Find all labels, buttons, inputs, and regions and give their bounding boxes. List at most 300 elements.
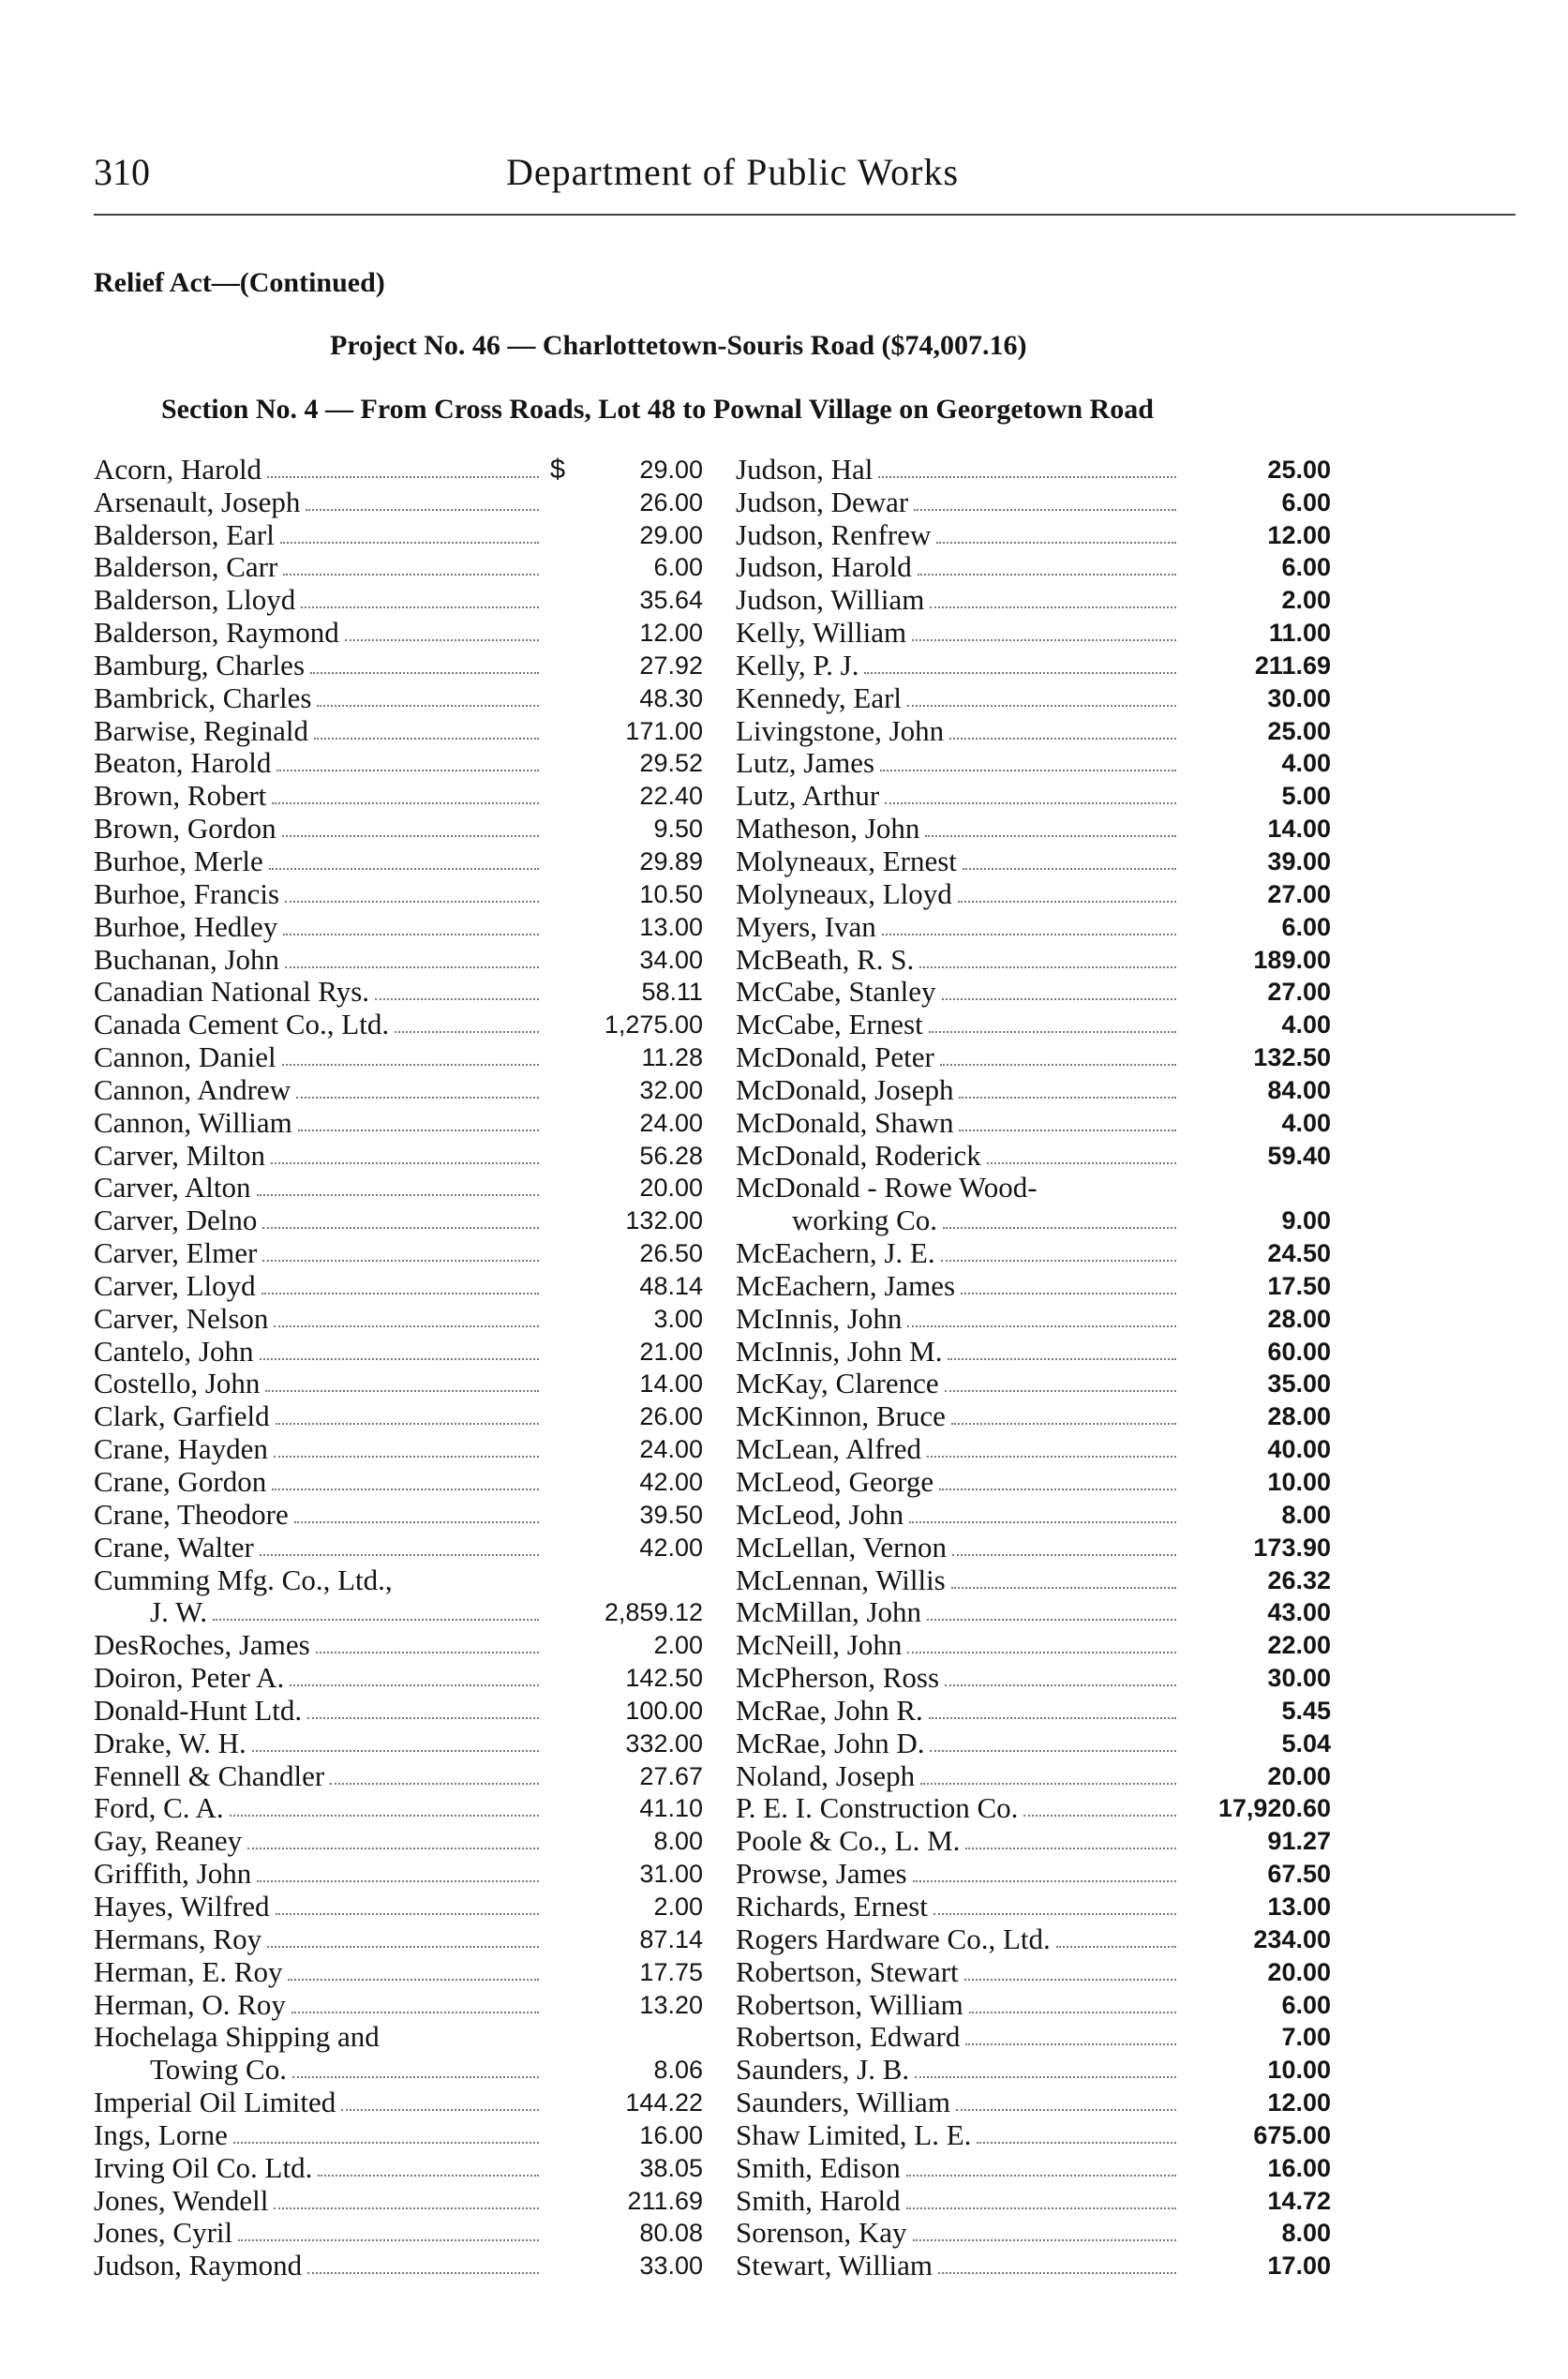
dot-leader <box>283 934 539 935</box>
payment-amount: 10.00 <box>1267 1468 1331 1496</box>
page-number: 310 <box>94 151 150 193</box>
list-item <box>94 910 703 943</box>
list-item <box>736 518 1331 551</box>
list-item <box>94 779 703 812</box>
dot-leader <box>936 542 1176 544</box>
list-item <box>94 551 703 584</box>
dot-leader <box>939 1489 1176 1490</box>
payment-amount: 9.00 <box>1281 1206 1331 1235</box>
payee-name: Myers, Ivan <box>736 909 876 943</box>
payee-name: McRae, John R. <box>736 1693 923 1727</box>
payment-amount: 5.04 <box>1281 1728 1331 1758</box>
payee-name: Drake, W. H. <box>94 1726 246 1759</box>
payment-amount: 27.67 <box>639 1761 703 1790</box>
page-header-title: Department of Public Works <box>506 151 960 193</box>
dot-leader <box>262 1260 539 1262</box>
dot-leader <box>942 998 1176 1000</box>
payee-name: Kelly, William <box>736 616 907 650</box>
payment-amount: 39.50 <box>639 1500 703 1529</box>
dot-leader <box>919 966 1176 968</box>
list-item <box>736 616 1331 649</box>
payee-name: DesRoches, James <box>94 1628 310 1662</box>
payment-amount: 31.00 <box>639 1860 703 1889</box>
dot-leader <box>276 1913 539 1915</box>
payment-amount: 211.69 <box>1254 651 1331 680</box>
payee-name: Cannon, Daniel <box>94 1040 276 1074</box>
payment-amount: 132.50 <box>1253 1043 1331 1072</box>
dot-leader <box>943 1227 1176 1229</box>
payee-name: Gay, Reaney <box>94 1824 243 1858</box>
payment-amount: 11.28 <box>641 1043 703 1072</box>
payee-name: Judson, Harold <box>736 550 912 584</box>
dot-leader <box>282 1064 539 1066</box>
list-item <box>94 486 703 518</box>
payee-name: Molyneaux, Lloyd <box>736 876 952 910</box>
payee-name: McKinnon, Bruce <box>736 1399 946 1433</box>
payment-amount: 5.45 <box>1281 1696 1331 1725</box>
list-item <box>736 1040 1331 1073</box>
list-item <box>94 649 703 681</box>
dot-leader <box>276 770 539 771</box>
payment-amount: 56.28 <box>639 1141 703 1170</box>
dot-leader <box>345 639 539 641</box>
list-item <box>94 1955 703 1988</box>
payment-amount: 41.10 <box>639 1794 703 1823</box>
dot-leader <box>882 934 1176 935</box>
dot-leader <box>316 1652 539 1653</box>
list-item <box>94 1269 703 1302</box>
list-item <box>736 2021 1331 2054</box>
dot-leader <box>274 2207 539 2209</box>
list-item <box>94 1564 703 1596</box>
payment-amount: 25.00 <box>1267 455 1331 484</box>
dot-leader <box>272 1489 539 1490</box>
list-item <box>736 1204 1331 1236</box>
list-item <box>736 453 1331 486</box>
payment-amount: 24.50 <box>1267 1239 1331 1268</box>
payee-name: Crane, Gordon <box>94 1465 267 1498</box>
dot-leader <box>271 1162 539 1164</box>
payment-amount: 189.00 <box>1253 945 1331 974</box>
payee-name: Irving Oil Co. Ltd. <box>94 2150 313 2184</box>
payment-amount: 48.30 <box>639 683 703 712</box>
list-item <box>736 1465 1331 1498</box>
payee-name: Griffith, John <box>94 1857 252 1891</box>
payee-name: Sorenson, Kay <box>736 2216 907 2250</box>
payee-name: McLennan, Willis <box>736 1563 946 1596</box>
payment-amount: 27.00 <box>1267 879 1331 908</box>
list-item <box>94 1792 703 1825</box>
list-item <box>736 1498 1331 1531</box>
dot-leader <box>375 998 539 1000</box>
dot-leader <box>1056 1946 1176 1948</box>
payment-amount: 20.00 <box>1267 1761 1331 1790</box>
payee-name: Beaton, Harold <box>94 746 272 780</box>
payee-name: McEachern, James <box>736 1268 956 1302</box>
payment-amount: 2.00 <box>653 1892 703 1921</box>
list-item <box>94 1498 703 1531</box>
payee-name: Canadian National Rys. <box>94 975 370 1009</box>
payment-amount: 26.50 <box>639 1239 703 1268</box>
dot-leader <box>292 2076 539 2078</box>
list-item <box>94 1335 703 1368</box>
payee-name: Jones, Cyril <box>94 2216 233 2250</box>
dot-leader <box>927 1456 1176 1458</box>
list-item <box>736 551 1331 584</box>
payment-amount: 30.00 <box>1267 1664 1331 1693</box>
payee-name: P. E. I. Construction Co. <box>736 1791 1019 1825</box>
dot-leader <box>927 1619 1176 1621</box>
payee-name: Carver, Alton <box>94 1171 251 1204</box>
list-item <box>94 1040 703 1073</box>
list-item <box>736 1923 1331 1955</box>
dot-leader <box>933 1913 1176 1915</box>
payee-name: Costello, John <box>94 1367 261 1400</box>
dot-leader <box>951 1423 1176 1425</box>
list-item <box>736 1988 1331 2021</box>
payee-name: Judson, William <box>736 583 925 617</box>
list-item <box>736 2249 1331 2282</box>
payee-name: McRae, John D. <box>736 1726 925 1759</box>
payee-name: Richards, Ernest <box>736 1889 928 1923</box>
list-item <box>94 2021 703 2054</box>
payment-amount: 84.00 <box>1267 1075 1331 1104</box>
payee-name: McKay, Clarence <box>736 1367 939 1400</box>
dot-leader <box>885 802 1176 804</box>
payment-amount: 17.00 <box>1267 2252 1331 2281</box>
dot-leader <box>913 2239 1176 2241</box>
payee-name: Bamburg, Charles <box>94 648 306 681</box>
payee-name: McDonald - Rowe Wood- <box>736 1171 1038 1204</box>
payment-amount: 2.00 <box>653 1631 703 1660</box>
payment-amount: 10.50 <box>639 879 703 908</box>
payee-name: Barwise, Reginald <box>94 713 309 747</box>
list-item <box>736 1073 1331 1106</box>
payment-amount: 67.50 <box>1267 1860 1331 1889</box>
dot-leader <box>930 606 1176 608</box>
list-item <box>736 1302 1331 1335</box>
payee-name: Balderson, Carr <box>94 550 278 584</box>
dot-leader <box>257 1194 539 1196</box>
payment-amount: 26.00 <box>639 1402 703 1431</box>
payee-name: Smith, Harold <box>736 2183 901 2217</box>
payment-amount: 4.00 <box>1281 1010 1331 1040</box>
payee-name: McEachern, J. E. <box>736 1236 935 1270</box>
payment-amount: 4.00 <box>1281 1108 1331 1137</box>
payee-name: J. W. <box>150 1595 208 1629</box>
list-item <box>736 1531 1331 1564</box>
payee-name: Acorn, Harold <box>94 452 262 486</box>
dot-leader <box>930 1750 1176 1752</box>
dot-leader <box>914 509 1176 511</box>
list-item <box>736 877 1331 910</box>
dot-leader <box>965 1848 1176 1849</box>
payee-name: Livingstone, John <box>736 713 945 747</box>
dot-leader <box>949 738 1176 740</box>
dot-leader <box>318 2175 539 2177</box>
payee-name: Buchanan, John <box>94 942 280 976</box>
payment-amount: 91.27 <box>1267 1827 1331 1856</box>
payment-amount: 29.00 <box>639 520 703 549</box>
list-item <box>736 976 1331 1009</box>
dot-leader <box>274 1325 539 1327</box>
dot-leader <box>913 1880 1176 1882</box>
dot-leader <box>945 1390 1176 1392</box>
payment-amount: 17.75 <box>639 1957 703 1986</box>
payee-name: McLeod, George <box>736 1465 934 1498</box>
payee-name: Crane, Hayden <box>94 1432 268 1466</box>
list-item <box>736 1661 1331 1694</box>
dot-leader <box>864 672 1176 674</box>
payee-name: Kennedy, Earl <box>736 681 903 714</box>
dot-leader <box>288 1979 539 1981</box>
payment-amount: 5.00 <box>1281 782 1331 811</box>
payment-amount: 11.00 <box>1268 619 1331 648</box>
list-item <box>94 1106 703 1139</box>
list-item <box>736 1824 1331 1857</box>
payee-name: Rogers Hardware Co., Ltd. <box>736 1922 1051 1955</box>
list-item <box>736 486 1331 518</box>
dot-leader <box>310 672 539 674</box>
payee-name: McLellan, Vernon <box>736 1530 947 1564</box>
list-item <box>736 910 1331 943</box>
dot-leader <box>965 2043 1176 2045</box>
list-item <box>736 1694 1331 1727</box>
payee-name: Cantelo, John <box>94 1334 254 1368</box>
dot-leader <box>285 901 539 903</box>
payment-amount: 35.00 <box>1267 1369 1331 1399</box>
dot-leader <box>395 1031 539 1033</box>
dot-leader <box>272 802 539 804</box>
payment-amount: 42.00 <box>639 1533 703 1562</box>
payment-amount: 28.00 <box>1267 1304 1331 1333</box>
list-item <box>94 1727 703 1759</box>
payment-amount: 29.52 <box>639 749 703 778</box>
list-item <box>736 943 1331 976</box>
payee-name: Ford, C. A. <box>94 1791 224 1825</box>
dot-leader <box>267 1946 539 1948</box>
dot-leader <box>907 705 1176 707</box>
list-item <box>94 1399 703 1432</box>
payee-name: McDonald, Shawn <box>736 1105 954 1139</box>
payment-amount: 8.00 <box>1281 2219 1331 2248</box>
section-line: Section No. 4 — From Cross Roads, Lot 48 to Pownal Village on Georgetown Road <box>161 394 1154 425</box>
payee-name: Carver, Delno <box>94 1204 258 1237</box>
payment-amount: 17.50 <box>1267 1271 1331 1300</box>
payee-name: Hayes, Wilfred <box>94 1889 270 1923</box>
payment-amount: 14.72 <box>1267 2186 1331 2215</box>
list-item <box>94 1531 703 1564</box>
payee-name: Cumming Mfg. Co., Ltd., <box>94 1563 393 1596</box>
dot-leader <box>238 2239 539 2241</box>
payment-amount: 42.00 <box>639 1468 703 1496</box>
list-item <box>94 1368 703 1400</box>
list-item <box>736 1172 1331 1204</box>
payee-name: Imperial Oil Limited <box>94 2086 336 2119</box>
payment-amount: 24.00 <box>639 1435 703 1464</box>
payee-name: Doiron, Peter A. <box>94 1661 285 1695</box>
dot-leader <box>267 476 539 478</box>
dot-leader <box>907 1325 1176 1327</box>
payment-amount: 675.00 <box>1253 2120 1331 2149</box>
list-item <box>94 1236 703 1269</box>
list-item <box>94 518 703 551</box>
payee-name: Lutz, James <box>736 746 875 780</box>
dot-leader <box>912 639 1176 641</box>
dot-leader <box>963 868 1176 870</box>
payment-amount: 34.00 <box>639 945 703 974</box>
payment-amount: 28.00 <box>1267 1402 1331 1431</box>
list-item <box>94 877 703 910</box>
payee-name: McLean, Alfred <box>736 1432 921 1466</box>
payee-name: McInnis, John <box>736 1301 903 1335</box>
payment-amount: 60.00 <box>1267 1337 1331 1366</box>
list-item <box>736 1368 1331 1400</box>
dot-leader <box>317 705 539 707</box>
list-item <box>736 1792 1331 1825</box>
dot-leader <box>252 1750 539 1752</box>
payee-name: Carver, Lloyd <box>94 1268 256 1302</box>
dot-leader <box>956 2109 1176 2111</box>
payee-name: Jones, Wendell <box>94 2183 269 2217</box>
payee-name: Cannon, William <box>94 1105 292 1139</box>
dot-leader <box>265 1390 539 1392</box>
dot-leader <box>945 1684 1176 1686</box>
list-item <box>94 1857 703 1890</box>
dot-leader <box>951 1587 1176 1589</box>
list-item <box>736 1106 1331 1139</box>
section-title: Relief Act—(Continued) <box>94 267 385 298</box>
payee-name: Brown, Gordon <box>94 812 276 845</box>
currency-symbol: $ <box>549 454 566 485</box>
list-item <box>94 1073 703 1106</box>
dot-leader <box>906 2175 1176 2177</box>
payment-amount: 20.00 <box>639 1174 703 1203</box>
list-item <box>94 2184 703 2217</box>
dot-leader <box>301 606 539 608</box>
dot-leader <box>961 1293 1176 1294</box>
list-item <box>94 2086 703 2118</box>
payment-amount: 100.00 <box>625 1696 703 1725</box>
payment-amount: 7.00 <box>1281 2023 1331 2052</box>
payment-amount: 6.00 <box>1281 912 1331 941</box>
left-column <box>94 453 703 2282</box>
payee-name: Brown, Robert <box>94 779 267 813</box>
payment-amount: 43.00 <box>1267 1598 1331 1627</box>
dot-leader <box>952 1554 1176 1556</box>
payment-amount: 22.40 <box>639 782 703 811</box>
payment-amount: 21.00 <box>639 1337 703 1366</box>
list-item <box>94 681 703 714</box>
list-item <box>736 747 1331 780</box>
payee-name: Cannon, Andrew <box>94 1072 291 1106</box>
dot-leader <box>969 2012 1176 2013</box>
dot-leader <box>260 1358 540 1360</box>
list-item <box>94 1628 703 1661</box>
payment-amount: 13.00 <box>1267 1892 1331 1921</box>
list-item <box>94 1824 703 1857</box>
payee-name: Matheson, John <box>736 812 920 845</box>
payee-name: McCabe, Stanley <box>736 975 936 1009</box>
payee-name: Donald-Hunt Ltd. <box>94 1693 303 1727</box>
list-item <box>736 1139 1331 1172</box>
payee-name: Burhoe, Merle <box>94 844 263 877</box>
payment-amount: 48.14 <box>639 1271 703 1300</box>
list-item <box>736 1628 1331 1661</box>
payee-name: Balderson, Earl <box>94 517 275 551</box>
list-item <box>736 714 1331 747</box>
payee-name: Arsenault, Joseph <box>94 485 301 518</box>
payee-name: Clark, Garfield <box>94 1399 270 1433</box>
payee-name: Lutz, Arthur <box>736 779 880 813</box>
header-rule <box>94 214 1516 216</box>
payment-amount: 87.14 <box>639 1924 703 1953</box>
payment-amount: 58.11 <box>641 978 703 1007</box>
payee-name: Towing Co. <box>150 2053 287 2087</box>
list-item <box>736 1596 1331 1629</box>
dot-leader <box>941 1260 1176 1262</box>
list-item <box>94 1465 703 1498</box>
list-item <box>736 2053 1331 2086</box>
payment-amount: 8.00 <box>653 1827 703 1856</box>
dot-leader <box>269 868 539 870</box>
payment-amount: 6.00 <box>1281 487 1331 516</box>
list-item <box>736 1008 1331 1040</box>
dot-leader <box>291 2012 539 2013</box>
list-item <box>94 1008 703 1040</box>
list-item <box>94 1759 703 1792</box>
dot-leader <box>260 1554 539 1556</box>
payment-amount: 27.00 <box>1267 978 1331 1007</box>
list-item <box>94 2053 703 2086</box>
payment-amount: 12.00 <box>1267 520 1331 549</box>
payment-amount: 2,859.12 <box>604 1598 703 1627</box>
list-item <box>736 1236 1331 1269</box>
dot-leader <box>920 1783 1176 1785</box>
payee-name: McInnis, John M. <box>736 1334 943 1368</box>
payee-name: Carver, Nelson <box>94 1301 269 1335</box>
payee-name: Balderson, Lloyd <box>94 583 296 617</box>
list-item <box>94 2249 703 2282</box>
dot-leader <box>262 1227 539 1229</box>
payee-name: Stewart, William <box>736 2249 933 2282</box>
payment-amount: 144.22 <box>625 2088 703 2117</box>
payment-amount: 40.00 <box>1267 1435 1331 1464</box>
payee-name: Ings, Lorne <box>94 2117 228 2151</box>
list-item <box>94 1432 703 1465</box>
payment-amount: 38.05 <box>639 2153 703 2182</box>
list-item <box>94 1596 703 1629</box>
payee-name: Robertson, Stewart <box>736 1954 959 1988</box>
dot-leader <box>307 2272 539 2274</box>
payee-name: Carver, Milton <box>94 1138 266 1172</box>
list-item <box>736 2086 1331 2118</box>
list-item <box>736 2118 1331 2151</box>
list-item <box>94 1890 703 1923</box>
project-line: Project No. 46 — Charlottetown-Souris Road ($74,007.16) <box>330 330 1027 361</box>
payment-amount: 171.00 <box>625 716 703 745</box>
dot-leader <box>958 901 1176 903</box>
dot-leader <box>298 1130 539 1131</box>
dot-leader <box>341 2109 539 2111</box>
payee-name: Noland, Joseph <box>736 1758 916 1792</box>
list-item <box>736 1955 1331 1988</box>
payee-name: Judson, Renfrew <box>736 517 932 551</box>
payee-name: McDonald, Joseph <box>736 1072 954 1106</box>
right-column <box>736 453 1331 2282</box>
dot-leader <box>276 1423 539 1425</box>
payee-name: Herman, O. Roy <box>94 1987 286 2021</box>
